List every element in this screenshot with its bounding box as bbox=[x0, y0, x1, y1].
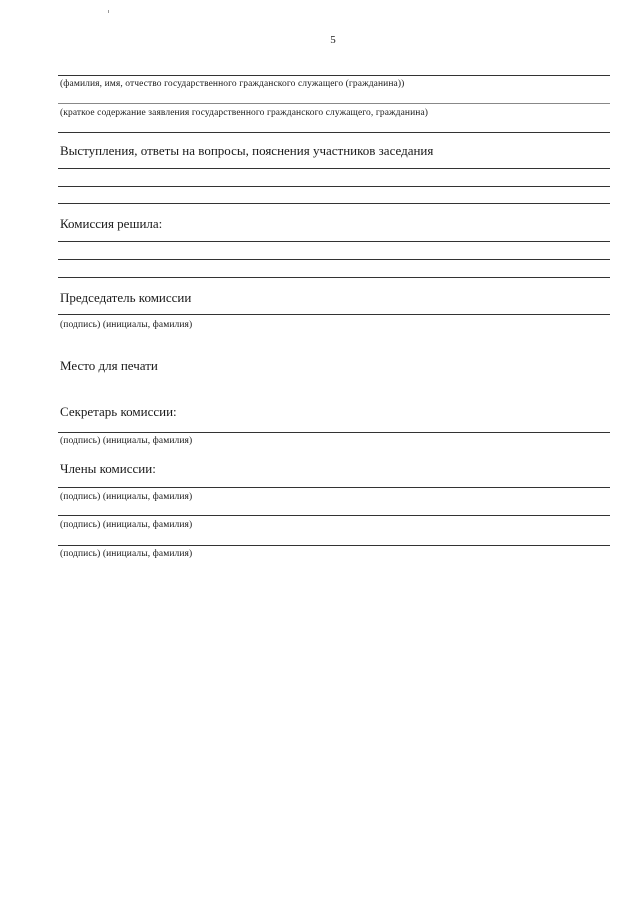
application-summary-caption: (краткое содержание заявления государственного гражданского служащего, гражданина) bbox=[60, 108, 429, 118]
chairman-signature-line bbox=[58, 314, 610, 315]
decision-line-3 bbox=[58, 277, 610, 278]
decision-line-2 bbox=[58, 259, 610, 260]
secretary-signature-caption: (подпись) (инициалы, фамилия) bbox=[60, 436, 193, 446]
chairman-signature-caption: (подпись) (инициалы, фамилия) bbox=[60, 320, 193, 330]
seal-place-label: Место для печати bbox=[60, 358, 158, 373]
page-number: 5 bbox=[330, 34, 336, 46]
chairman-heading: Председатель комиссии bbox=[60, 290, 192, 305]
members-heading: Члены комиссии: bbox=[60, 461, 156, 476]
secretary-heading: Секретарь комиссии: bbox=[60, 404, 177, 419]
member-3-signature-line bbox=[58, 545, 610, 546]
speeches-line-3 bbox=[58, 203, 610, 204]
speeches-line-1 bbox=[58, 168, 610, 169]
speeches-heading: Выступления, ответы на вопросы, пояснения участников заседания bbox=[60, 143, 434, 158]
decision-line-1 bbox=[58, 241, 610, 242]
separator-line bbox=[58, 132, 610, 133]
member-2-signature-line bbox=[58, 515, 610, 516]
decision-heading: Комиссия решила: bbox=[60, 216, 163, 231]
full-name-caption: (фамилия, имя, отчество государственного гражданского служащего (гражданина)) bbox=[60, 79, 405, 89]
secretary-signature-line bbox=[58, 432, 610, 433]
member-3-signature-caption: (подпись) (инициалы, фамилия) bbox=[60, 549, 193, 559]
application-summary-line bbox=[58, 103, 610, 104]
member-1-signature-line bbox=[58, 487, 610, 488]
speeches-line-2 bbox=[58, 186, 610, 187]
member-2-signature-caption: (подпись) (инициалы, фамилия) bbox=[60, 520, 193, 530]
full-name-line bbox=[58, 75, 610, 76]
scan-mark bbox=[108, 10, 109, 13]
member-1-signature-caption: (подпись) (инициалы, фамилия) bbox=[60, 492, 193, 502]
